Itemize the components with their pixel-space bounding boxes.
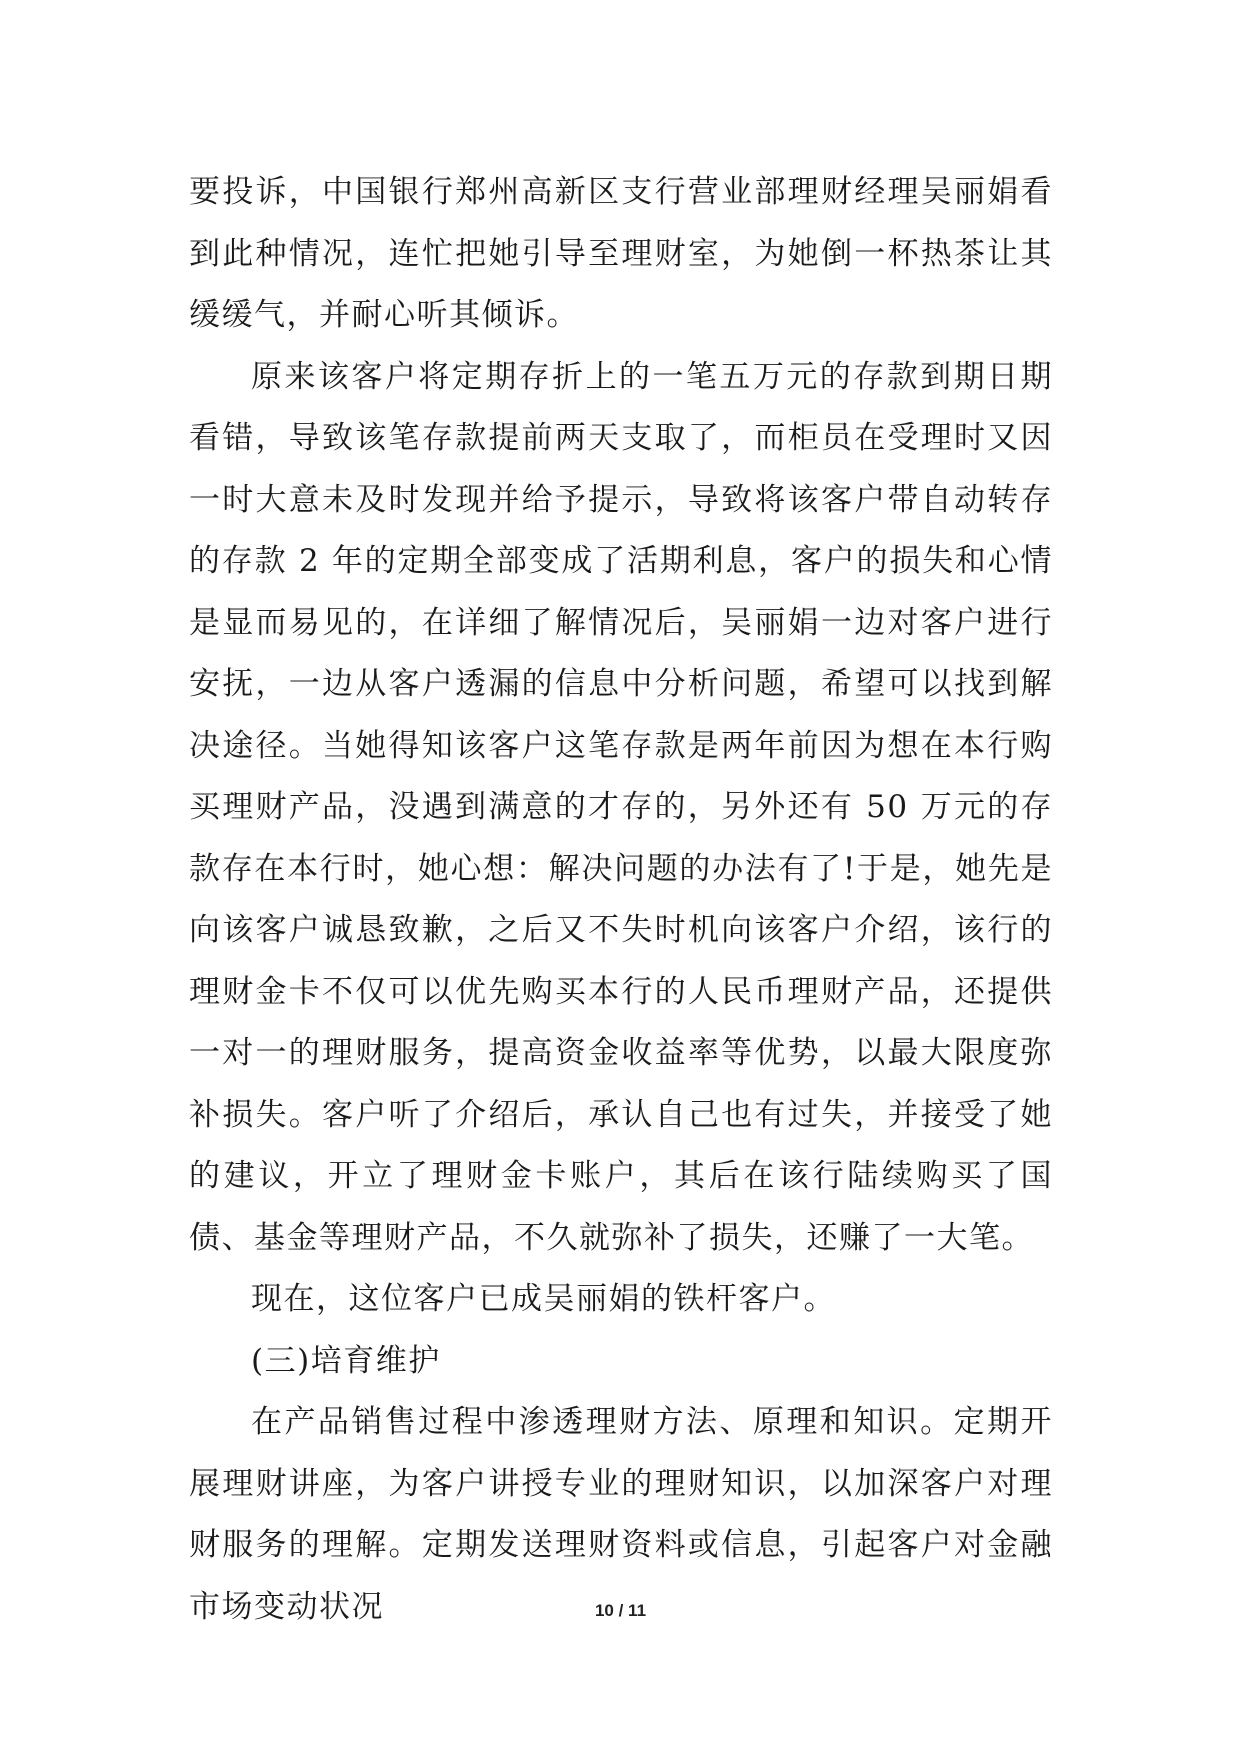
page-number: 10 / 11	[594, 1601, 647, 1620]
section-heading: (三)培育维护	[251, 1342, 441, 1379]
paragraph-1: 要投诉，中国银行郑州高新区支行营业部理财经理吴丽娟看到此种情况，连忙把她引导至理财室，为她倒一杯热茶让其缓缓气，并耐心听其倾诉。	[189, 174, 1053, 333]
paragraph-3: 现在，这位客户已成吴丽娟的铁杆客户。	[251, 1281, 836, 1317]
paragraph-2: 原来该客户将定期存折上的一笔五万元的存款到期日期看错，导致该笔存款提前两天支取了，而柜员在受理时又因一时大意未及时发现并给予提示，导致将该客户带自动转存的存款 2 年的定期全部变成了活期利息，客户的损失和心情是显而易见的，在详细了解情况后，吴丽娟一边对客户进行安抚，一边从客户透漏的信息中分析问题，希望可以找到解决途径。当她得知该客户这笔存款是两年前因为想在本行购买理财产品，没遇到满意的才存的，另外还有 50 万元的存款存在本行时，她心想：解决问题的办法有了!于是，她先是向该客户诚恳致歉，之后又不失时机向该客户介绍，该行的理财金卡不仅可以优先购买本行的人民币理财产品，还提供一对一的理财服务，提高资金收益率等优势，以最大限度弥补损失。客户听了介绍后，承认自己也有过失，并接受了她的建议，开立了理财金卡账户，其后在该行陆续购买了国债、基金等理财产品，不久就弥补了损失，还赚了一大笔。	[189, 358, 1053, 1256]
body-text	[189, 162, 1053, 1638]
paragraph-4: 在产品销售过程中渗透理财方法、原理和知识。定期开展理财讲座，为客户讲授专业的理财知识，以加深客户对理财服务的理解。定期发送理财资料或信息，引起客户对金融市场变动状况	[189, 1404, 1053, 1625]
